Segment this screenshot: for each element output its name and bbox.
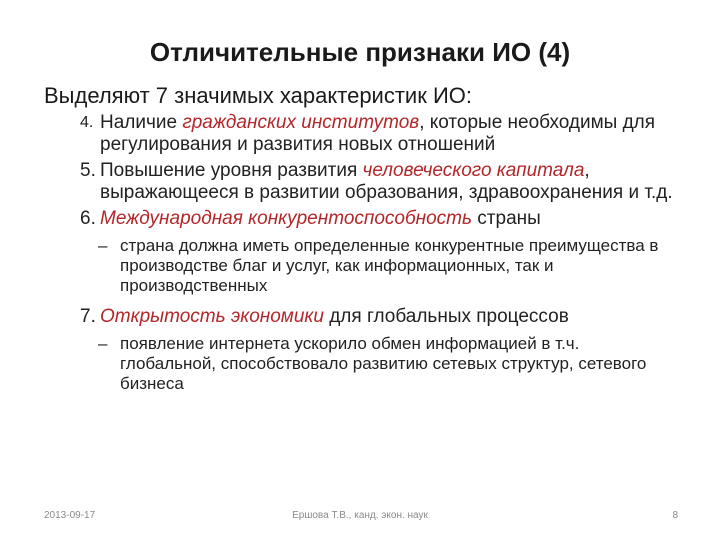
item-number: 5.	[80, 160, 96, 181]
item-number: 7.	[80, 306, 96, 327]
slide-intro: Выделяют 7 значимых характеристик ИО:	[44, 83, 472, 108]
item-text-before: Повышение уровня развития	[100, 160, 363, 181]
item-text-after: страны	[472, 208, 541, 229]
item-text-after: , которые необходимы для регулирования и развития новых отношений	[100, 112, 656, 155]
item-text-before: Наличие	[100, 112, 183, 133]
slide-title: Отличительные признаки ИО (4)	[149, 37, 571, 67]
item-highlight: Открытость экономики	[100, 306, 324, 327]
item-text-after: , выражающееся в развитии образования, здравоохранения и т.д.	[100, 160, 673, 203]
dash-bullet: –	[98, 236, 108, 255]
item-highlight: человеческого капитала	[362, 160, 585, 181]
item-number: 4.	[80, 114, 94, 131]
item-text-after: для глобальных процессов	[323, 306, 569, 327]
item-number: 6.	[80, 208, 96, 229]
sub-item-6	[98, 236, 680, 296]
list-item-5	[80, 160, 680, 204]
footer-page-number: 8	[672, 510, 678, 521]
footer-date: 2013-09-17	[44, 510, 96, 521]
list-item-6	[80, 208, 680, 230]
sub-text: страна должна иметь определенные конкурентные преимущества в производстве благ и услуг, как информационных, так и производственных	[120, 236, 659, 295]
sub-text: появление интернета ускорило обмен информацией в т.ч. глобальной, способствовало развитию сетевых структур, сетевого бизнеса	[120, 334, 647, 393]
list-item-7	[80, 306, 680, 328]
dash-bullet: –	[98, 334, 108, 353]
footer-author: Ершова Т.В., канд. экон. наук	[292, 510, 428, 521]
item-highlight: Международная конкурентоспособность	[100, 208, 473, 229]
sub-item-7	[98, 334, 680, 394]
characteristics-list	[80, 112, 680, 394]
list-item-4	[80, 112, 680, 156]
item-highlight: гражданских институтов	[182, 112, 420, 133]
